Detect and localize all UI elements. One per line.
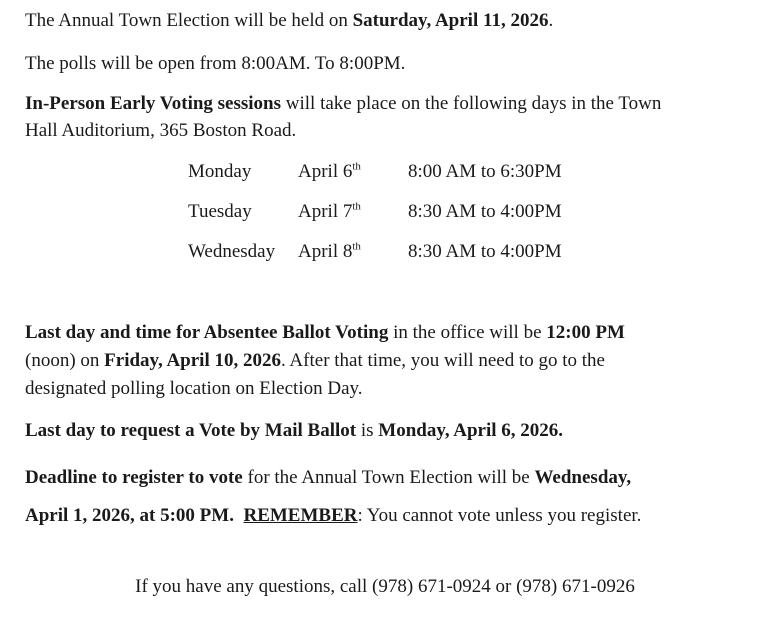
session-time: 8:30 AM to 4:00PM — [408, 201, 562, 222]
election-date-line — [25, 10, 553, 32]
absentee-text-3: . After that time, you will need to go to the — [280, 350, 605, 371]
session-date — [298, 160, 361, 184]
election-prefix: The Annual Town Election will be held on — [25, 10, 353, 31]
absentee-heading: Last day and time for Absentee Ballot Voting — [25, 322, 389, 343]
election-date: Saturday, April 11, 2026 — [352, 10, 549, 31]
remember-label: REMEMBER — [243, 505, 358, 526]
early-voting-line-1 — [25, 93, 661, 115]
session-date-text: April 6 — [298, 161, 353, 182]
mail-ballot-line — [25, 420, 563, 442]
register-day: Wednesday, — [534, 467, 632, 488]
session-day: Tuesday — [188, 201, 252, 222]
session-date-text: April 8 — [298, 241, 353, 262]
register-line-1 — [25, 467, 631, 489]
contact-footer — [0, 576, 770, 598]
session-date-text: April 7 — [298, 201, 353, 222]
absentee-line-2 — [25, 350, 605, 372]
early-voting-line-2 — [25, 120, 296, 142]
session-time: 8:00 AM to 6:30PM — [408, 161, 562, 182]
polls-hours-line — [25, 53, 405, 75]
session-date-suffix: th — [352, 240, 361, 253]
absentee-time: 12:00 PM — [546, 322, 625, 343]
remember-text: : You cannot vote unless you register. — [357, 505, 642, 526]
absentee-line-1 — [25, 322, 625, 344]
mail-ballot-text: is — [356, 420, 379, 441]
session-date — [298, 200, 361, 224]
absentee-date: Friday, April 10, 2026 — [104, 350, 281, 371]
contact-phone-text: If you have any questions, call (978) 671-0924 or (978) 671-0926 — [135, 576, 635, 597]
absentee-text: in the office will be — [388, 322, 547, 343]
absentee-line-3 — [25, 378, 363, 400]
register-heading: Deadline to register to vote — [25, 467, 243, 488]
session-day: Monday — [188, 161, 252, 182]
polls-hours: The polls will be open from 8:00AM. To 8:00PM. — [25, 53, 406, 74]
session-date-suffix: th — [352, 160, 361, 173]
session-day: Wednesday — [188, 241, 276, 262]
mail-ballot-date: Monday, April 6, 2026. — [378, 420, 564, 441]
register-line-2 — [25, 505, 641, 527]
absentee-text-2: (noon) on — [25, 350, 105, 371]
absentee-text-4: designated polling location on Election Day. — [25, 378, 363, 399]
session-time: 8:30 AM to 4:00PM — [408, 241, 562, 262]
register-date: April 1, 2026, at 5:00 PM. — [25, 505, 234, 526]
session-date — [298, 240, 361, 264]
early-voting-heading: In-Person Early Voting sessions — [25, 93, 282, 114]
session-date-suffix: th — [352, 200, 361, 213]
mail-ballot-heading: Last day to request a Vote by Mail Ballot — [25, 420, 357, 441]
early-voting-text-2: Hall Auditorium, 365 Boston Road. — [25, 120, 297, 141]
early-voting-text-1: will take place on the following days in the Town — [281, 93, 662, 114]
election-suffix: . — [548, 10, 554, 31]
register-text: for the Annual Town Election will be — [242, 467, 535, 488]
